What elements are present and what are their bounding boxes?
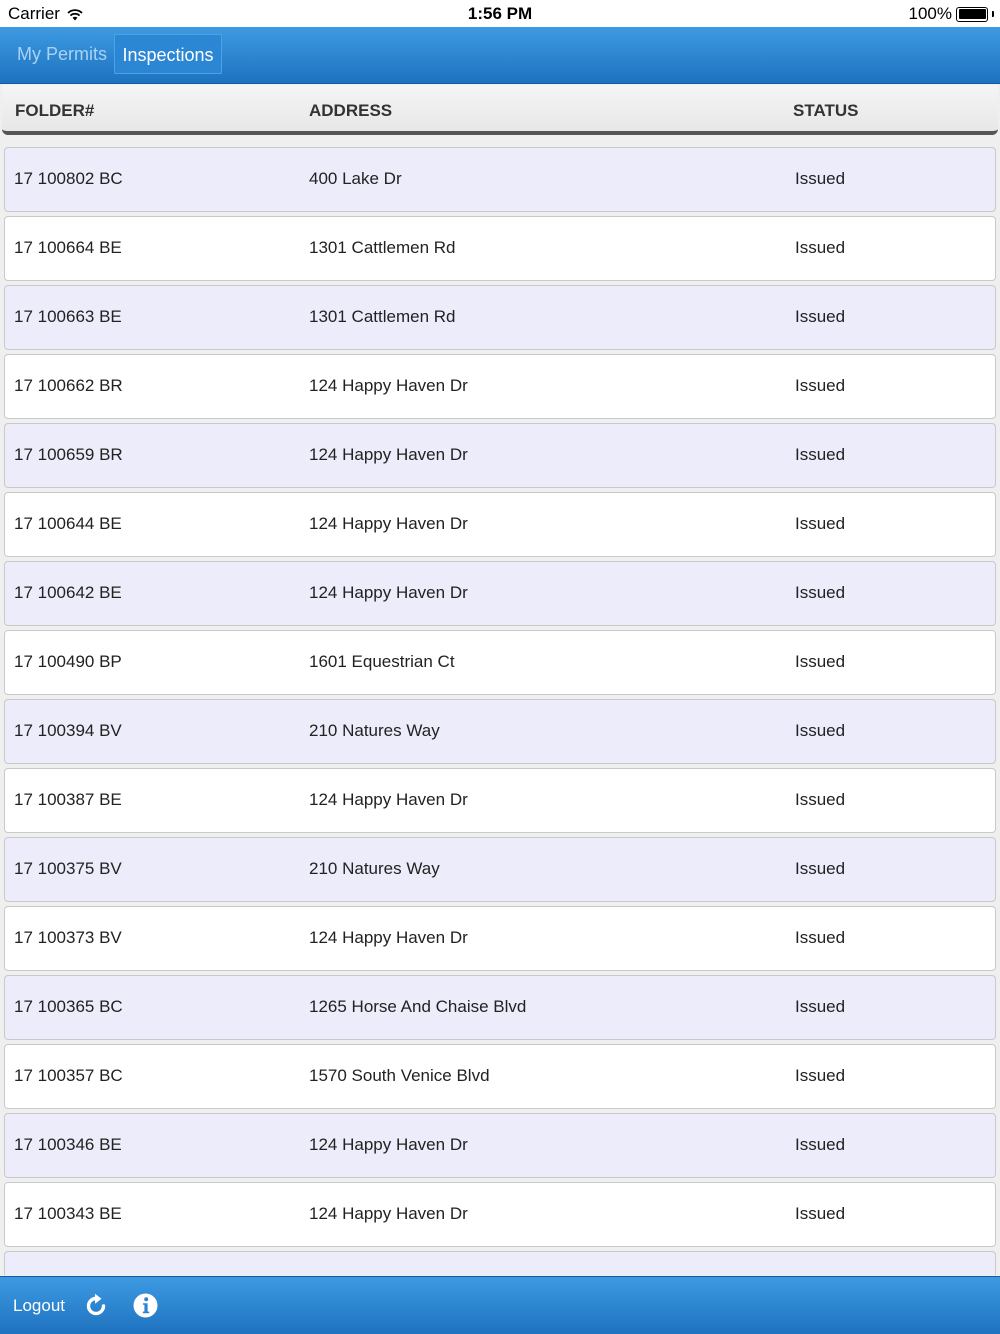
address-cell: 210 Natures Way xyxy=(309,859,440,878)
tab-inspections[interactable]: Inspections xyxy=(114,34,222,74)
table-row[interactable] xyxy=(4,1182,996,1247)
folder-cell: 17 100644 BE xyxy=(14,514,122,533)
folder-cell: 17 100642 BE xyxy=(14,583,122,602)
status-cell: Issued xyxy=(795,1135,846,1154)
carrier-label: Carrier xyxy=(8,4,60,23)
address-cell: 1265 Horse And Chaise Blvd xyxy=(309,997,527,1016)
table-row[interactable] xyxy=(4,561,996,626)
folder-cell: 17 100490 BP xyxy=(14,652,122,671)
folder-cell: 17 100373 BV xyxy=(14,928,122,947)
address-cell: 124 Happy Haven Dr xyxy=(309,583,468,602)
address-cell: 1601 Equestrian Ct xyxy=(309,652,455,671)
status-cell: Issued xyxy=(795,238,846,257)
folder-cell: 17 100662 BR xyxy=(14,376,123,395)
table-row[interactable] xyxy=(4,837,996,902)
table-row[interactable] xyxy=(4,1044,996,1109)
folder-cell: 17 100659 BR xyxy=(14,445,123,464)
status-cell: Issued xyxy=(795,445,846,464)
address-cell: 124 Happy Haven Dr xyxy=(309,790,468,809)
bottom-toolbar xyxy=(0,1276,1000,1334)
folder-cell: 17 100365 BC xyxy=(14,997,123,1016)
address-cell: 1570 South Venice Blvd xyxy=(309,1066,490,1085)
table-row[interactable] xyxy=(4,768,996,833)
status-cell: Issued xyxy=(795,583,846,602)
table-row[interactable] xyxy=(4,630,996,695)
battery-icon xyxy=(956,7,988,22)
table-row[interactable] xyxy=(4,354,996,419)
folder-cell: 17 100346 BE xyxy=(14,1135,122,1154)
status-cell: Issued xyxy=(795,169,846,188)
status-cell: Issued xyxy=(795,721,846,740)
folder-cell: 17 100663 BE xyxy=(14,307,122,326)
table-row[interactable] xyxy=(4,423,996,488)
address-cell: 1301 Cattlemen Rd xyxy=(309,238,456,257)
battery-group xyxy=(909,4,994,24)
table-row[interactable] xyxy=(4,492,996,557)
status-cell: Issued xyxy=(795,514,846,533)
address-cell: 124 Happy Haven Dr xyxy=(309,514,468,533)
table-row[interactable] xyxy=(4,285,996,350)
table-row[interactable] xyxy=(4,906,996,971)
address-cell: 124 Happy Haven Dr xyxy=(309,376,468,395)
column-header-address[interactable]: ADDRESS xyxy=(309,101,393,120)
refresh-icon[interactable] xyxy=(83,1293,109,1319)
status-cell: Issued xyxy=(795,790,846,809)
folder-cell: 17 100343 BE xyxy=(14,1204,122,1223)
table-row[interactable] xyxy=(4,699,996,764)
address-cell: 400 Lake Dr xyxy=(309,169,402,188)
address-cell: 124 Happy Haven Dr xyxy=(309,1135,468,1154)
clock: 1:56 PM xyxy=(467,4,533,23)
status-cell: Issued xyxy=(795,1204,846,1223)
permit-list xyxy=(4,147,996,1275)
folder-cell: 17 100394 BV xyxy=(14,721,122,740)
folder-cell: 17 100802 BC xyxy=(14,169,123,188)
info-icon[interactable] xyxy=(133,1293,158,1318)
address-cell: 124 Happy Haven Dr xyxy=(309,928,468,947)
table-row[interactable] xyxy=(4,1251,996,1275)
folder-cell: 17 100664 BE xyxy=(14,238,122,257)
status-cell: Issued xyxy=(795,928,846,947)
table-row[interactable] xyxy=(4,147,996,212)
folder-cell: 17 100387 BE xyxy=(14,790,122,809)
table-row[interactable] xyxy=(4,216,996,281)
top-nav-bar xyxy=(0,27,1000,84)
address-cell: 1301 Cattlemen Rd xyxy=(309,307,456,326)
status-cell: Issued xyxy=(795,859,846,878)
status-cell: Issued xyxy=(795,997,846,1016)
folder-cell: 17 100357 BC xyxy=(14,1066,123,1085)
battery-percent: 100% xyxy=(908,4,952,23)
column-header-folder[interactable]: FOLDER# xyxy=(15,101,95,120)
status-bar xyxy=(0,0,1000,27)
table-row[interactable] xyxy=(4,1113,996,1178)
logout-button[interactable]: Logout xyxy=(13,1296,65,1315)
address-cell: 210 Natures Way xyxy=(309,721,440,740)
address-cell: 124 Happy Haven Dr xyxy=(309,445,468,464)
folder-cell: 17 100375 BV xyxy=(14,859,122,878)
column-header-status[interactable]: STATUS xyxy=(793,101,859,120)
tab-my-permits[interactable]: My Permits xyxy=(17,44,107,64)
status-cell: Issued xyxy=(795,1066,846,1085)
status-cell: Issued xyxy=(795,652,846,671)
address-cell: 124 Happy Haven Dr xyxy=(309,1204,468,1223)
table-header xyxy=(2,85,998,135)
table-row[interactable] xyxy=(4,975,996,1040)
status-cell: Issued xyxy=(795,376,846,395)
status-cell: Issued xyxy=(795,307,846,326)
